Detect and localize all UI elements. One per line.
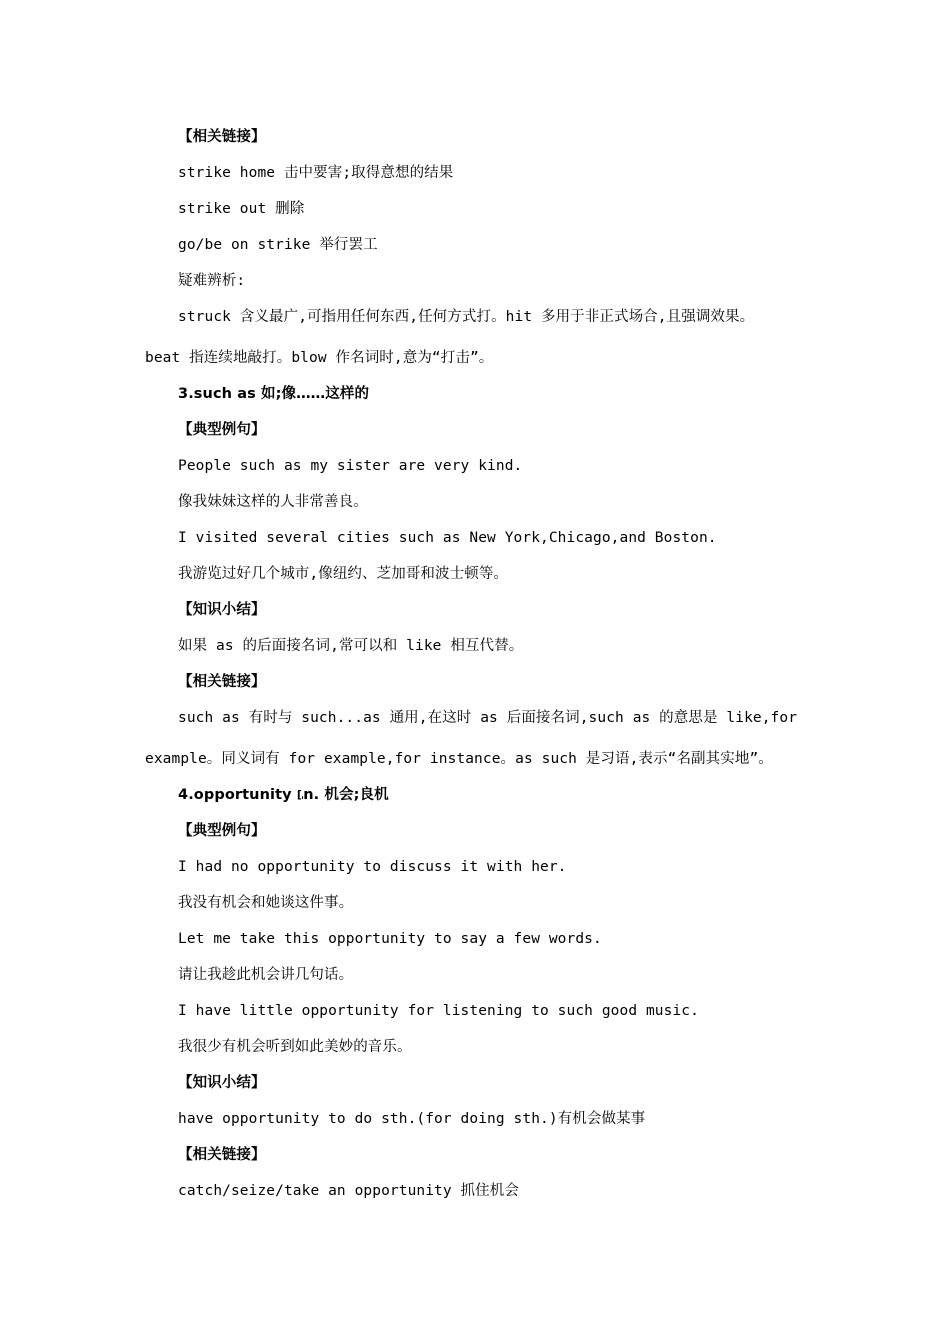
section-heading-related-links: 【相关链接】: [178, 1147, 266, 1163]
section-heading-summary: 【知识小结】: [178, 602, 266, 618]
section-heading-summary: 【知识小结】: [178, 1075, 266, 1091]
section-heading-examples: 【典型例句】: [178, 823, 266, 839]
section-heading-related-links: 【相关链接】: [178, 674, 266, 690]
text-line: have opportunity to do sth.(for doing sth.)有机会做某事: [178, 1111, 646, 1127]
example-translation: 像我妹妹这样的人非常善良。: [178, 494, 368, 510]
vocab-word: 4.opportunity: [178, 787, 292, 803]
example-sentence: People such as my sister are very kind.: [178, 458, 523, 474]
example-translation: 请让我趁此机会讲几句话。: [178, 967, 354, 983]
example-sentence: I had no opportunity to discuss it with her.: [178, 859, 567, 875]
example-sentence: I visited several cities such as New York,Chicago,and Boston.: [178, 530, 717, 546]
example-translation: 我没有机会和她谈这件事。: [178, 895, 354, 911]
text-line: struck 含义最广,可指用任何东西,任何方式打。hit 多用于非正式场合,且强调效果。: [178, 309, 755, 325]
text-line: catch/seize/take an opportunity 抓住机会: [178, 1183, 519, 1199]
text-line: such as 有时与 such...as 通用,在这时 as 后面接名词,such as 的意思是 like,for: [178, 710, 798, 726]
section-heading-related-links: 【相关链接】: [178, 129, 266, 145]
example-sentence: I have little opportunity for listening to such good music.: [178, 1003, 699, 1019]
vocab-heading-opportunity: [178, 785, 389, 805]
example-translation: 我游览过好几个城市,像纽约、芝加哥和波士顿等。: [178, 566, 509, 582]
text-line: 疑难辨析:: [178, 273, 246, 289]
example-sentence: Let me take this opportunity to say a few words.: [178, 931, 602, 947]
text-line: 如果 as 的后面接名词,常可以和 like 相互代替。: [178, 638, 524, 654]
vocab-definition: n. 机会;良机: [303, 787, 389, 803]
text-line: example。同义词有 for example,for instance。as such 是习语,表示“名副其实地”。: [145, 751, 773, 767]
vocab-heading-such-as: 3.such as 如;像……这样的: [178, 386, 370, 402]
example-translation: 我很少有机会听到如此美妙的音乐。: [178, 1039, 412, 1055]
text-line: go/be on strike 举行罢工: [178, 237, 378, 253]
section-heading-examples: 【典型例句】: [178, 422, 266, 438]
text-line: beat 指连续地敲打。blow 作名词时,意为“打击”。: [145, 350, 494, 366]
phonetic-glyph: [ˌ: [296, 788, 304, 801]
text-line: strike out 删除: [178, 201, 305, 217]
text-line: strike home 击中要害;取得意想的结果: [178, 165, 454, 181]
